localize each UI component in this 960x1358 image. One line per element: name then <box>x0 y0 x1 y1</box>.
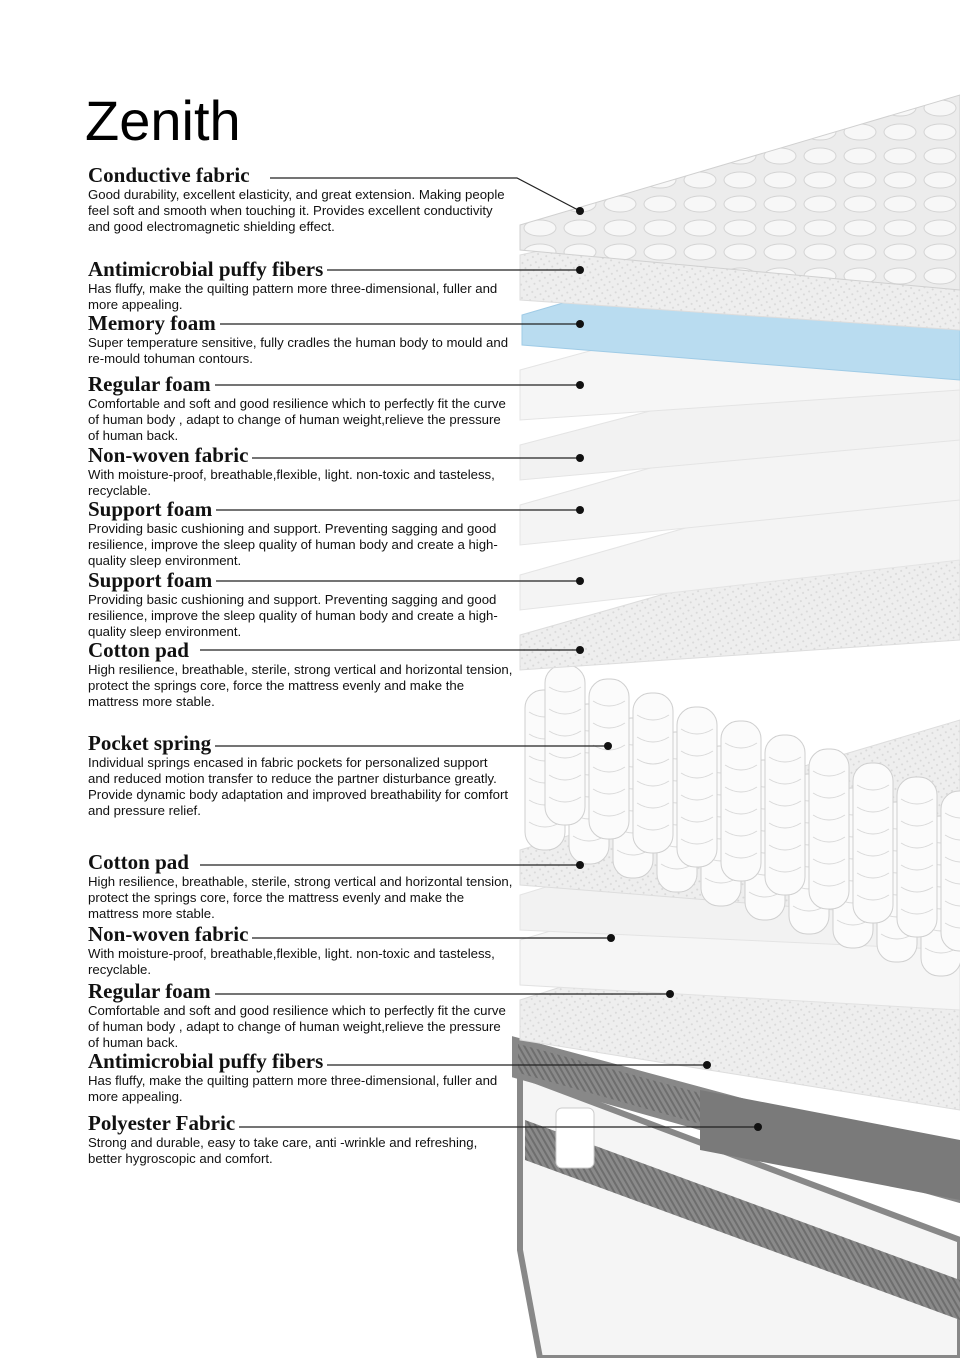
layer-callout <box>88 165 513 235</box>
leader-dot <box>604 742 612 750</box>
leader-dot <box>576 381 584 389</box>
layer-callout <box>88 733 513 819</box>
layer-name: Cotton pad <box>88 640 193 661</box>
leader-dot <box>576 266 584 274</box>
layer-name: Pocket spring <box>88 733 215 754</box>
leader-dot <box>607 934 615 942</box>
layer-callout <box>88 924 513 978</box>
layer-name: Antimicrobial puffy fibers <box>88 259 327 280</box>
layer-name: Antimicrobial puffy fibers <box>88 1051 327 1072</box>
layer-callout <box>88 313 513 367</box>
brand-tag <box>556 1108 594 1168</box>
layer-description: Comfortable and soft and good resilience which to perfectly fit the curve of human body , adapt to change of human weight,relieve the pressure of human back. <box>88 396 506 443</box>
layer-description: High resilience, breathable, sterile, strong vertical and horizontal tension, protect the springs core, force the mattress evenly and make the mattress more stable. <box>88 874 513 921</box>
layer-description: Has fluffy, make the quilting pattern more three-dimensional, fuller and more appealing. <box>88 281 498 312</box>
layer-name: Support foam <box>88 570 216 591</box>
layer-description: High resilience, breathable, sterile, strong vertical and horizontal tension, protect the springs core, force the mattress evenly and make the mattress more stable. <box>88 662 513 709</box>
leader-dot <box>576 861 584 869</box>
pocket-spring <box>765 735 805 895</box>
leader-dot <box>576 454 584 462</box>
layer-description: With moisture-proof, breathable,flexible, light. non-toxic and tasteless, recyclable. <box>88 946 495 977</box>
layer-description: Has fluffy, make the quilting pattern more three-dimensional, fuller and more appealing. <box>88 1073 498 1104</box>
product-title: Zenith <box>85 89 241 152</box>
pocket-spring <box>589 679 629 839</box>
layer-callout <box>88 259 513 313</box>
pocket-spring <box>721 721 761 881</box>
leader-dot <box>576 506 584 514</box>
leader-dot <box>576 207 584 215</box>
layer-callout <box>88 981 513 1051</box>
leader-dot <box>576 320 584 328</box>
pocket-spring <box>853 763 893 923</box>
layer-name: Memory foam <box>88 313 220 334</box>
pocket-spring <box>677 707 717 867</box>
pocket-spring <box>941 791 960 951</box>
pocket-spring <box>809 749 849 909</box>
layer-name: Regular foam <box>88 981 215 1002</box>
layer-description: Individual springs encased in fabric pockets for personalized support and reduced motion transfer to reduce the partner disturbance greatly. Provide dynamic body adaptation and improved breathability for comfort and pressure relief. <box>88 755 509 818</box>
layer-name: Non-woven fabric <box>88 924 252 945</box>
layer-callout <box>88 1051 513 1105</box>
leader-dot <box>576 577 584 585</box>
leader-dot <box>666 990 674 998</box>
layer-name: Conductive fabric <box>88 165 254 186</box>
layer-description: Good durability, excellent elasticity, and great extension. Making people feel soft and smooth when touching it. Provides excellent conductivity and good electromagnetic shielding effect. <box>88 187 505 234</box>
pocket-spring <box>897 777 937 937</box>
layer-name: Polyester Fabric <box>88 1113 239 1134</box>
leader-dot <box>703 1061 711 1069</box>
pocket-spring <box>545 665 585 825</box>
layer-callout <box>88 852 513 922</box>
layer-name: Cotton pad <box>88 852 193 873</box>
layer-description: Strong and durable, easy to take care, anti -wrinkle and refreshing, better hygroscopic and comfort. <box>88 1135 478 1166</box>
layer-callout <box>88 640 513 710</box>
leader-dot <box>754 1123 762 1131</box>
layer-description: Comfortable and soft and good resilience which to perfectly fit the curve of human body , adapt to change of human weight,relieve the pressure of human back. <box>88 1003 506 1050</box>
layer-name: Support foam <box>88 499 216 520</box>
layer-description: Providing basic cushioning and support. Preventing sagging and good resilience, improve the sleep quality of human body and create a high-quality sleep environment. <box>88 592 498 639</box>
layer-callout <box>88 499 513 569</box>
layer-name: Regular foam <box>88 374 215 395</box>
layer-callout <box>88 1113 513 1167</box>
leader-dot <box>576 646 584 654</box>
layer-description: Providing basic cushioning and support. Preventing sagging and good resilience, improve the sleep quality of human body and create a high-quality sleep environment. <box>88 521 498 568</box>
layer-callout <box>88 374 513 444</box>
layer-description: Super temperature sensitive, fully cradles the human body to mould and re-mould tohuman contours. <box>88 335 509 366</box>
layer-name: Non-woven fabric <box>88 445 252 466</box>
layer-callout <box>88 570 513 640</box>
layer-description: With moisture-proof, breathable,flexible, light. non-toxic and tasteless, recyclable. <box>88 467 495 498</box>
pocket-spring <box>633 693 673 853</box>
layer-callout <box>88 445 513 499</box>
